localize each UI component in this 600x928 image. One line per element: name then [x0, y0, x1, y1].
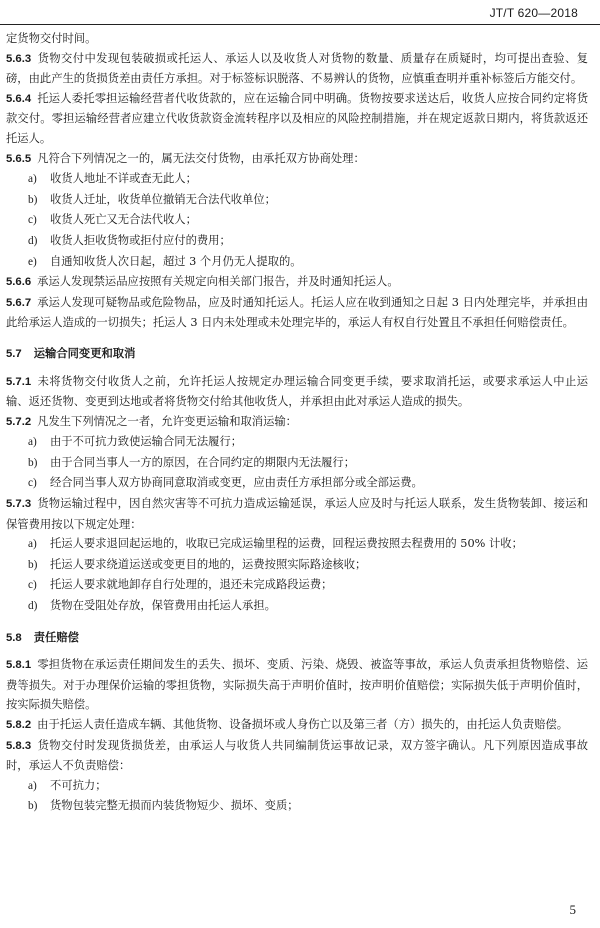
clause-paragraph — [6, 272, 588, 293]
list-marker: b) — [28, 456, 38, 469]
list-item-text: 收货人死亡又无合法代收人； — [50, 213, 197, 227]
list-item-text: 收货人拒收货物或拒付应付的费用； — [50, 233, 231, 247]
list-item — [28, 252, 588, 273]
list-item — [28, 190, 588, 211]
clause-paragraph — [6, 412, 588, 433]
list-marker: b) — [28, 800, 38, 813]
section-heading — [6, 344, 588, 365]
page-number: 5 — [569, 902, 576, 917]
list-item — [28, 796, 588, 817]
clause-text: 凡发生下列情况之一者，允许变更运输和取消运输： — [37, 414, 297, 428]
clause-paragraph — [6, 715, 588, 736]
standard-code: JT/T 620—2018 — [489, 6, 578, 20]
list-marker: b) — [28, 193, 38, 206]
clause-number: 5.7.3 — [6, 498, 32, 511]
list-item-text: 自通知收货人次日起，超过 3 个月仍无人提取的。 — [50, 254, 302, 268]
clause-paragraph — [6, 293, 588, 333]
list-item — [28, 210, 588, 231]
section-title: 运输合同变更和取消 — [33, 347, 136, 360]
list-item — [28, 575, 588, 596]
clause-paragraph — [6, 736, 588, 776]
clause-text: 货物交付中发现包装破损或托运人、承运人以及收货人对货物的数量、质量存在质疑时，均可提出查验、复磅，由此产生的货损货差由责任方承担。对于标签标识脱落、不易辨认的货物，应慎重查明并重补标签后方能交付。 — [6, 51, 588, 86]
clause-number: 5.6.4 — [6, 92, 32, 105]
clause-text: 零担货物在承运责任期间发生的丢失、损坏、变质、污染、烧毁、被盗等事故，承运人负责承担货物赔偿、运费等损失。对于办理保价运输的零担货物，实际损失高于声明价值时，按声明价值赔偿；实际损失低于声明价值时，按实际损失赔偿。 — [6, 658, 588, 712]
section-heading — [6, 628, 588, 649]
list-item-text: 货物在受阻处存放，保管费用由托运人承担。 — [50, 599, 276, 613]
list-item — [28, 231, 588, 252]
clause-paragraph — [6, 89, 588, 149]
clause-number: 5.6.3 — [6, 52, 32, 65]
clause-text: 货物运输过程中，因自然灾害等不可抗力造成运输延误，承运人应及时与托运人联系，发生货物装卸、接运和保管费用按以下规定处理： — [6, 497, 588, 531]
list-marker: c) — [28, 214, 37, 227]
list-item — [28, 555, 588, 576]
section-number: 5.8 — [6, 631, 22, 644]
clause-text: 承运人发现可疑物品或危险物品，应及时通知托运人。托运人应在收到通知之日起 3 日内处理完毕，并承担由此给承运人造成的一切损失；托运人 3 日内未处理或未处理完毕的，承运人有权自行处置且不承担任何赔偿责任。 — [6, 295, 588, 330]
document-body — [6, 29, 588, 817]
list-marker: c) — [28, 477, 37, 490]
clause-number: 5.7.1 — [6, 375, 32, 388]
list-marker: a) — [28, 436, 37, 449]
list-item-text: 经合同当事人双方协商同意取消或变更，应由责任方承担部分或全部运费。 — [50, 476, 423, 490]
clause-number: 5.8.2 — [6, 719, 32, 731]
list-marker: a) — [28, 538, 37, 551]
list-item — [28, 453, 588, 474]
list-item-text: 货物包装完整无损而内装货物短少、损坏、变质； — [50, 799, 299, 813]
clause-text: 托运人委托零担运输经营者代收货款的，应在运输合同中明确。货物按要求送达后，收货人应按合同约定将货款交付。零担运输经营者应建立代收货款资金流转程序以及相应的风险控制措施，并在规定返款日期内，将货款返还托运人。 — [6, 91, 588, 145]
list-item — [28, 169, 588, 190]
clause-number: 5.6.5 — [6, 152, 32, 165]
section-title: 责任赔偿 — [33, 631, 79, 644]
clause-number: 5.6.7 — [6, 296, 32, 309]
list-marker: d) — [28, 234, 38, 247]
clause-number: 5.8.1 — [6, 659, 32, 672]
header-rule — [0, 24, 600, 25]
list-item — [28, 473, 588, 494]
list-item-text: 由于合同当事人一方的原因，在合同约定的期限内无法履行； — [50, 455, 356, 469]
list-marker: e) — [28, 255, 37, 268]
clause-text: 定货物交付时间。 — [6, 32, 97, 45]
clause-text: 未将货物交付收货人之前，允许托运人按规定办理运输合同变更手续，要求取消托运，或要求承运人中止运输、返还货物、变更到达地或者将货物交付给其他收货人，并承担由此对承运人造成的损失。 — [6, 374, 588, 409]
clause-paragraph — [6, 655, 588, 715]
list-marker: c) — [28, 579, 37, 592]
list-item — [28, 776, 588, 797]
clause-paragraph — [6, 149, 588, 170]
list-item — [28, 432, 588, 453]
clause-paragraph — [6, 372, 588, 412]
clause-number: 5.7.2 — [6, 415, 32, 428]
list-marker: d) — [28, 600, 38, 613]
list-item — [28, 534, 588, 555]
list-item — [28, 596, 588, 617]
list-marker: b) — [28, 558, 38, 571]
clause-number: 5.8.3 — [6, 739, 32, 752]
list-item-text: 托运人要求绕道运送或变更目的地的，运费按照实际路途核收； — [50, 557, 367, 571]
list-item-text: 由于不可抗力致使运输合同无法履行； — [50, 435, 243, 449]
clause-paragraph — [6, 49, 588, 89]
clause-text: 凡符合下列情况之一的，属无法交付货物，由承托双方协商处理： — [37, 151, 365, 165]
list-marker: a) — [28, 173, 37, 186]
list-item-text: 收货人地址不详或查无此人； — [50, 172, 197, 186]
section-number: 5.7 — [6, 347, 22, 360]
clause-text: 货物交付时发现货损货差，由承运人与收货人共同编制货运事故记录，双方签字确认。凡下列原因造成事故时，承运人不负责赔偿： — [6, 738, 588, 773]
clause-number: 5.6.6 — [6, 276, 32, 289]
list-item-text: 收货人迁址，收货单位撤销无合法代收单位； — [50, 192, 276, 206]
clause-paragraph — [6, 494, 588, 534]
list-item-text: 托运人要求退回起运地的，收取已完成运输里程的运费，回程运费按照去程费用的 50% 计收； — [50, 537, 523, 551]
list-item-text: 不可抗力； — [50, 778, 107, 792]
list-marker: a) — [28, 779, 37, 792]
clause-text: 由于托运人责任造成车辆、其他货物、设备损坏或人身伤亡以及第三者（方）损失的，由托运人负责赔偿。 — [37, 718, 569, 731]
list-item-text: 托运人要求就地卸存自行处理的，退还未完成路段运费； — [50, 578, 333, 592]
clause-text: 承运人发现禁运品应按照有关规定向相关部门报告，并及时通知托运人。 — [37, 275, 399, 289]
clause-paragraph — [6, 29, 588, 49]
